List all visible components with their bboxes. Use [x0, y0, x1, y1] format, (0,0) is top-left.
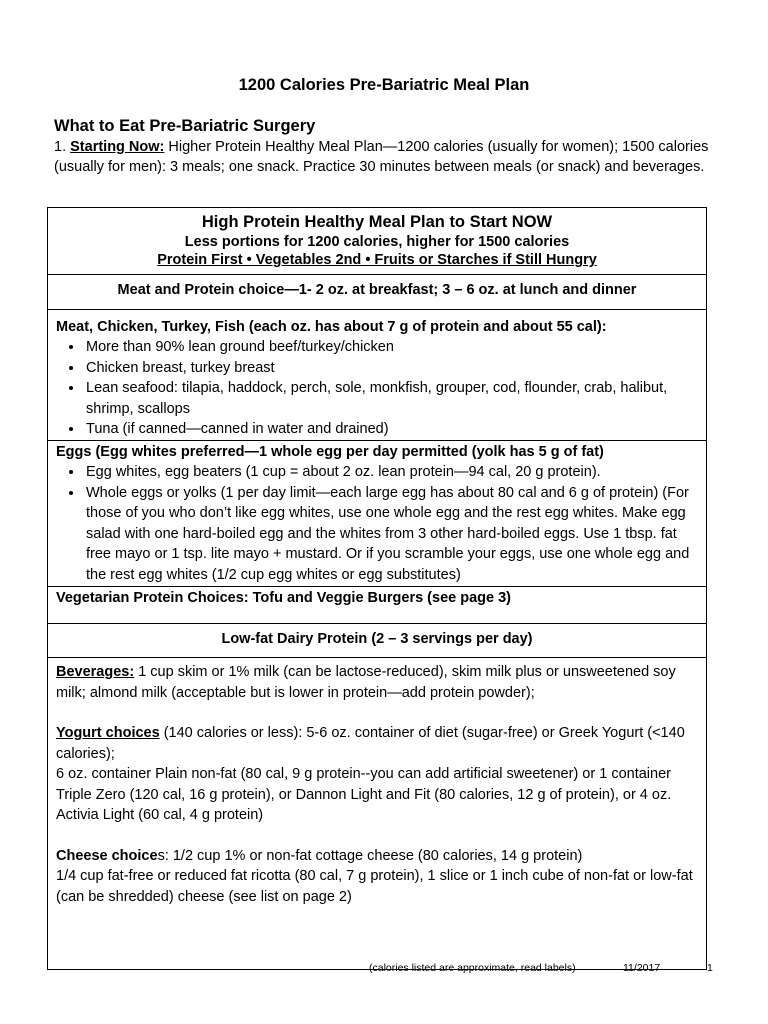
- footer-note: (calories listed are approximate, read labels): [369, 962, 576, 974]
- meal-plan-table: [47, 207, 707, 970]
- eggs-section-cell: [48, 440, 707, 587]
- eggs-section-row: [48, 440, 707, 587]
- vegetarian-choices: Vegetarian Protein Choices: Tofu and Veggie Burgers (see page 3): [48, 587, 707, 624]
- meat-list: [56, 337, 698, 440]
- yogurt-text: (140 calories or less): 5-6 oz. container of diet (sugar-free) or Greek Yogurt (<140 calories);: [56, 725, 685, 762]
- intro-lead: Starting Now:: [70, 139, 165, 155]
- intro-number: 1.: [54, 139, 67, 155]
- list-item: • Egg whites, egg beaters (1 cup = about 2 oz. lean protein—94 cal, 20 g protein).: [84, 462, 698, 483]
- dairy-section-row: [48, 658, 707, 970]
- page-title: 1200 Calories Pre-Bariatric Meal Plan: [238, 76, 530, 94]
- list-item: • Lean seafood: tilapia, haddock, perch, sole, monkfish, grouper, cod, flounder, crab, halibut, shrimp, scallops: [84, 378, 698, 419]
- yogurt-paragraph: [56, 723, 698, 764]
- meat-protein-choice: Meat and Protein choice—1- 2 oz. at breakfast; 3 – 6 oz. at lunch and dinner: [48, 275, 707, 310]
- beverages-label: Beverages:: [56, 664, 135, 680]
- cheese-text: s: 1/2 cup 1% or non-fat cottage cheese (80 calories, 14 g protein): [157, 847, 583, 864]
- beverages-paragraph: [56, 662, 698, 703]
- meat-section-row: [48, 309, 707, 440]
- meat-section-cell: [48, 309, 707, 440]
- vegetarian-row: [48, 587, 707, 624]
- list-item: • Chicken breast, turkey breast: [84, 358, 698, 379]
- table-header-cell: [48, 208, 707, 275]
- eggs-list: [56, 462, 698, 585]
- cheese-paragraph: [56, 846, 698, 867]
- dairy-row: [48, 623, 707, 658]
- intro-paragraph: [54, 137, 714, 177]
- table-header-row: [48, 208, 707, 275]
- section-heading: What to Eat Pre-Bariatric Surgery: [54, 117, 316, 135]
- table-tagline: Protein First • Vegetables 2nd • Fruits or Starches if Still Hungry: [157, 252, 597, 268]
- intro-text: Higher Protein Healthy Meal Plan—1200 calories (usually for women); 1500 calories (usually for men): 3 meals; one snack. Practice 30 minutes between meals (or snack) and beverages.: [54, 139, 709, 175]
- dairy-section-cell: [48, 658, 707, 970]
- meat-protein-row: [48, 275, 707, 310]
- cheese-detail: 1/4 cup fat-free or reduced fat ricotta (80 cal, 7 g protein), 1 slice or 1 inch cube of non-fat or low-fat (can be shredded) cheese (see list on page 2): [56, 868, 693, 905]
- meat-heading: Meat, Chicken, Turkey, Fish (each oz. has about 7 g of protein and about 55 cal):: [56, 318, 607, 335]
- list-item: • More than 90% lean ground beef/turkey/chicken: [84, 337, 698, 358]
- beverages-text: 1 cup skim or 1% milk (can be lactose-reduced), skim milk plus or unsweetened soy milk; almond milk (acceptable but is lower in protein—add protein powder);: [56, 664, 676, 701]
- eggs-heading: Eggs (Egg whites preferred—1 whole egg per day permitted (yolk has 5 g of fat): [56, 443, 604, 460]
- cheese-label: Cheese choice: [56, 847, 158, 864]
- yogurt-label: Yogurt choices: [56, 725, 160, 741]
- yogurt-detail: 6 oz. container Plain non-fat (80 cal, 9 g protein--you can add artificial sweetener) or 1 container Triple Zero (120 cal, 16 g protein), or Dannon Light and Fit (80 calories, 12 g of protein), or 4 oz. Activia Light (60 cal, 4 g protein): [56, 766, 672, 823]
- page-number: 1: [707, 962, 713, 974]
- list-item: • Whole eggs or yolks (1 per day limit—each large egg has about 80 cal and 6 g of protein) (For those of you who don’t like egg whites, use one whole egg and the rest egg whites. Make egg salad with one hard-boiled egg and the whites from 3 other hard-boiled eggs. Use 1 tbsp. fat free mayo or 1 tsp. lite mayo + mustard. Or if you scramble your eggs, use one whole egg and the rest egg whites (1/2 cup egg whites or egg substitutes): [84, 483, 698, 586]
- list-item: • Tuna (if canned—canned in water and drained): [84, 419, 698, 440]
- table-subtitle: Less portions for 1200 calories, higher for 1500 calories: [184, 234, 570, 250]
- dairy-heading: Low-fat Dairy Protein (2 – 3 servings per day): [48, 623, 707, 658]
- table-title: High Protein Healthy Meal Plan to Start NOW: [201, 213, 553, 231]
- footer-date: 11/2017: [623, 962, 661, 974]
